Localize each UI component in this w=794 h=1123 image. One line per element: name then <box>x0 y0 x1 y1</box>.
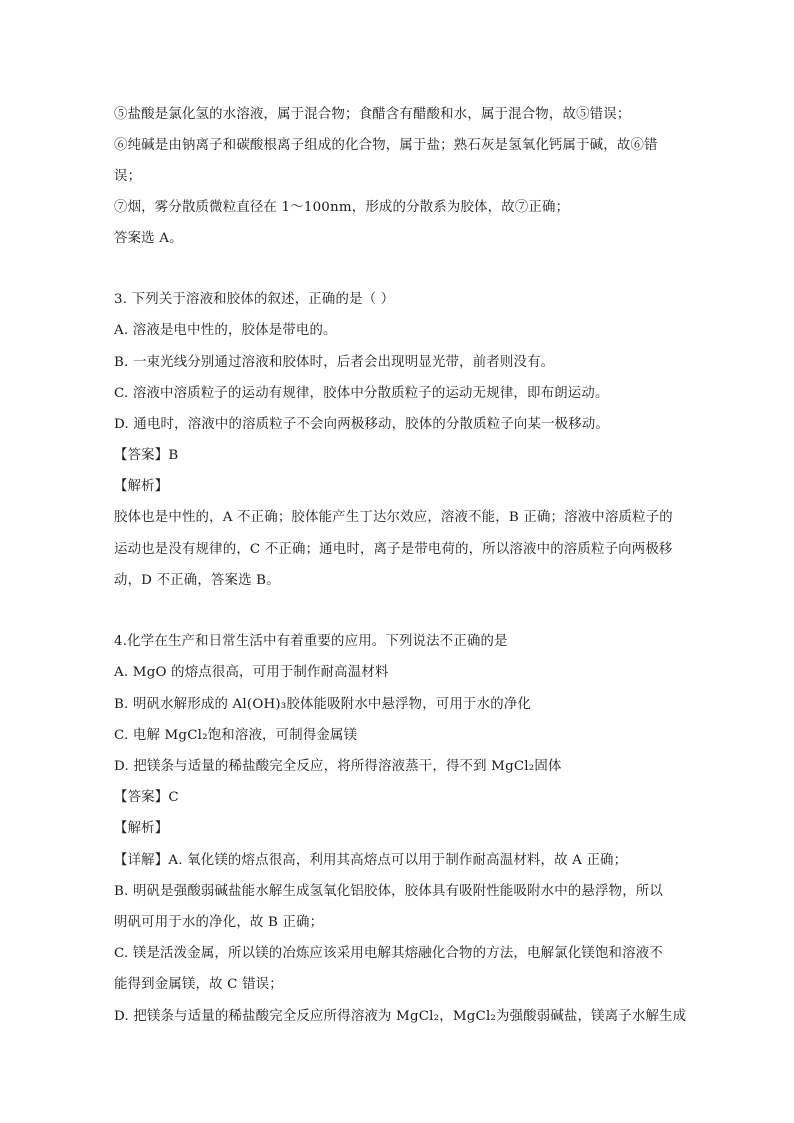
question-4-answer: 【答案】C <box>114 790 179 805</box>
text-line: 误； <box>114 169 142 184</box>
question-3-option-c: C. 溶液中溶质粒子的运动有规律，胶体中分散质粒子的运动无规律，即布朗运动。 <box>114 386 609 401</box>
text-line: 答案选 A。 <box>114 231 183 246</box>
question-3-option-d: D. 通电时，溶液中的溶质粒子不会向两极移动，胶体的分散质粒子向某一极移动。 <box>114 417 610 432</box>
text-line: ⑦烟，雾分散质微粒直径在 1～100nm，形成的分散系为胶体，故⑦正确； <box>114 200 570 215</box>
text-line: 动，D 不正确，答案选 B。 <box>114 573 280 588</box>
text-line: C. 镁是活泼金属，所以镁的冶炼应该采用电解其熔融化合物的方法，电解氯化镁饱和溶液不 <box>114 946 663 961</box>
question-4-option-d: D. 把镁条与适量的稀盐酸完全反应，将所得溶液蒸干，得不到 MgCl₂固体 <box>114 759 562 774</box>
text-line: ⑤盐酸是氯化氢的水溶液，属于混合物；食醋含有醋酸和水，属于混合物，故⑤错误； <box>114 107 631 122</box>
question-4-option-b: B. 明矾水解形成的 Al(OH)₃胶体能吸附水中悬浮物，可用于水的净化 <box>114 697 531 712</box>
text-line: 胶体也是中性的，A 不正确；胶体能产生丁达尔效应，溶液不能，B 正确；溶液中溶质粒子的 <box>114 510 673 525</box>
text-line: ⑥纯碱是由钠离子和碳酸根离子组成的化合物，属于盐；熟石灰是氢氧化钙属于碱，故⑥错 <box>114 138 658 153</box>
question-3-analysis-heading: 【解析】 <box>114 479 169 494</box>
text-line: 运动也是没有规律的，C 不正确；通电时，离子是带电荷的，所以溶液中的溶质粒子向两极移 <box>114 542 673 557</box>
text-line: 能得到金属镁，故 C 错误； <box>114 977 283 992</box>
question-3-stem: 3. 下列关于溶液和胶体的叙述，正确的是（ ） <box>114 292 395 307</box>
text-line: D. 把镁条与适量的稀盐酸完全反应所得溶液为 MgCl₂，MgCl₂为强酸弱碱盐，镁离子水解生成 <box>114 1009 687 1024</box>
question-4-option-c: C. 电解 MgCl₂饱和溶液，可制得金属镁 <box>114 728 358 743</box>
question-4-option-a: A. MgO 的熔点很高，可用于制作耐高温材料 <box>114 665 389 680</box>
question-3-option-b: B. 一束光线分别通过溶液和胶体时，后者会出现明显光带，前者则没有。 <box>114 355 555 370</box>
question-3-answer: 【答案】B <box>114 448 179 463</box>
text-line: 【详解】A. 氧化镁的熔点很高，利用其高熔点可以用于制作耐高温材料，故 A 正确； <box>114 853 628 868</box>
text-line: 明矾可用于水的净化，故 B 正确； <box>114 915 324 930</box>
question-4-analysis-heading: 【解析】 <box>114 821 169 836</box>
question-3-option-a: A. 溶液是电中性的，胶体是带电的。 <box>114 323 337 338</box>
question-4-stem: 4.化学在生产和日常生活中有着重要的应用。下列说法不正确的是 <box>114 634 508 649</box>
text-line: B. 明矾是强酸弱碱盐能水解生成氢氧化铝胶体，胶体具有吸附性能吸附水中的悬浮物，所以 <box>114 884 663 899</box>
